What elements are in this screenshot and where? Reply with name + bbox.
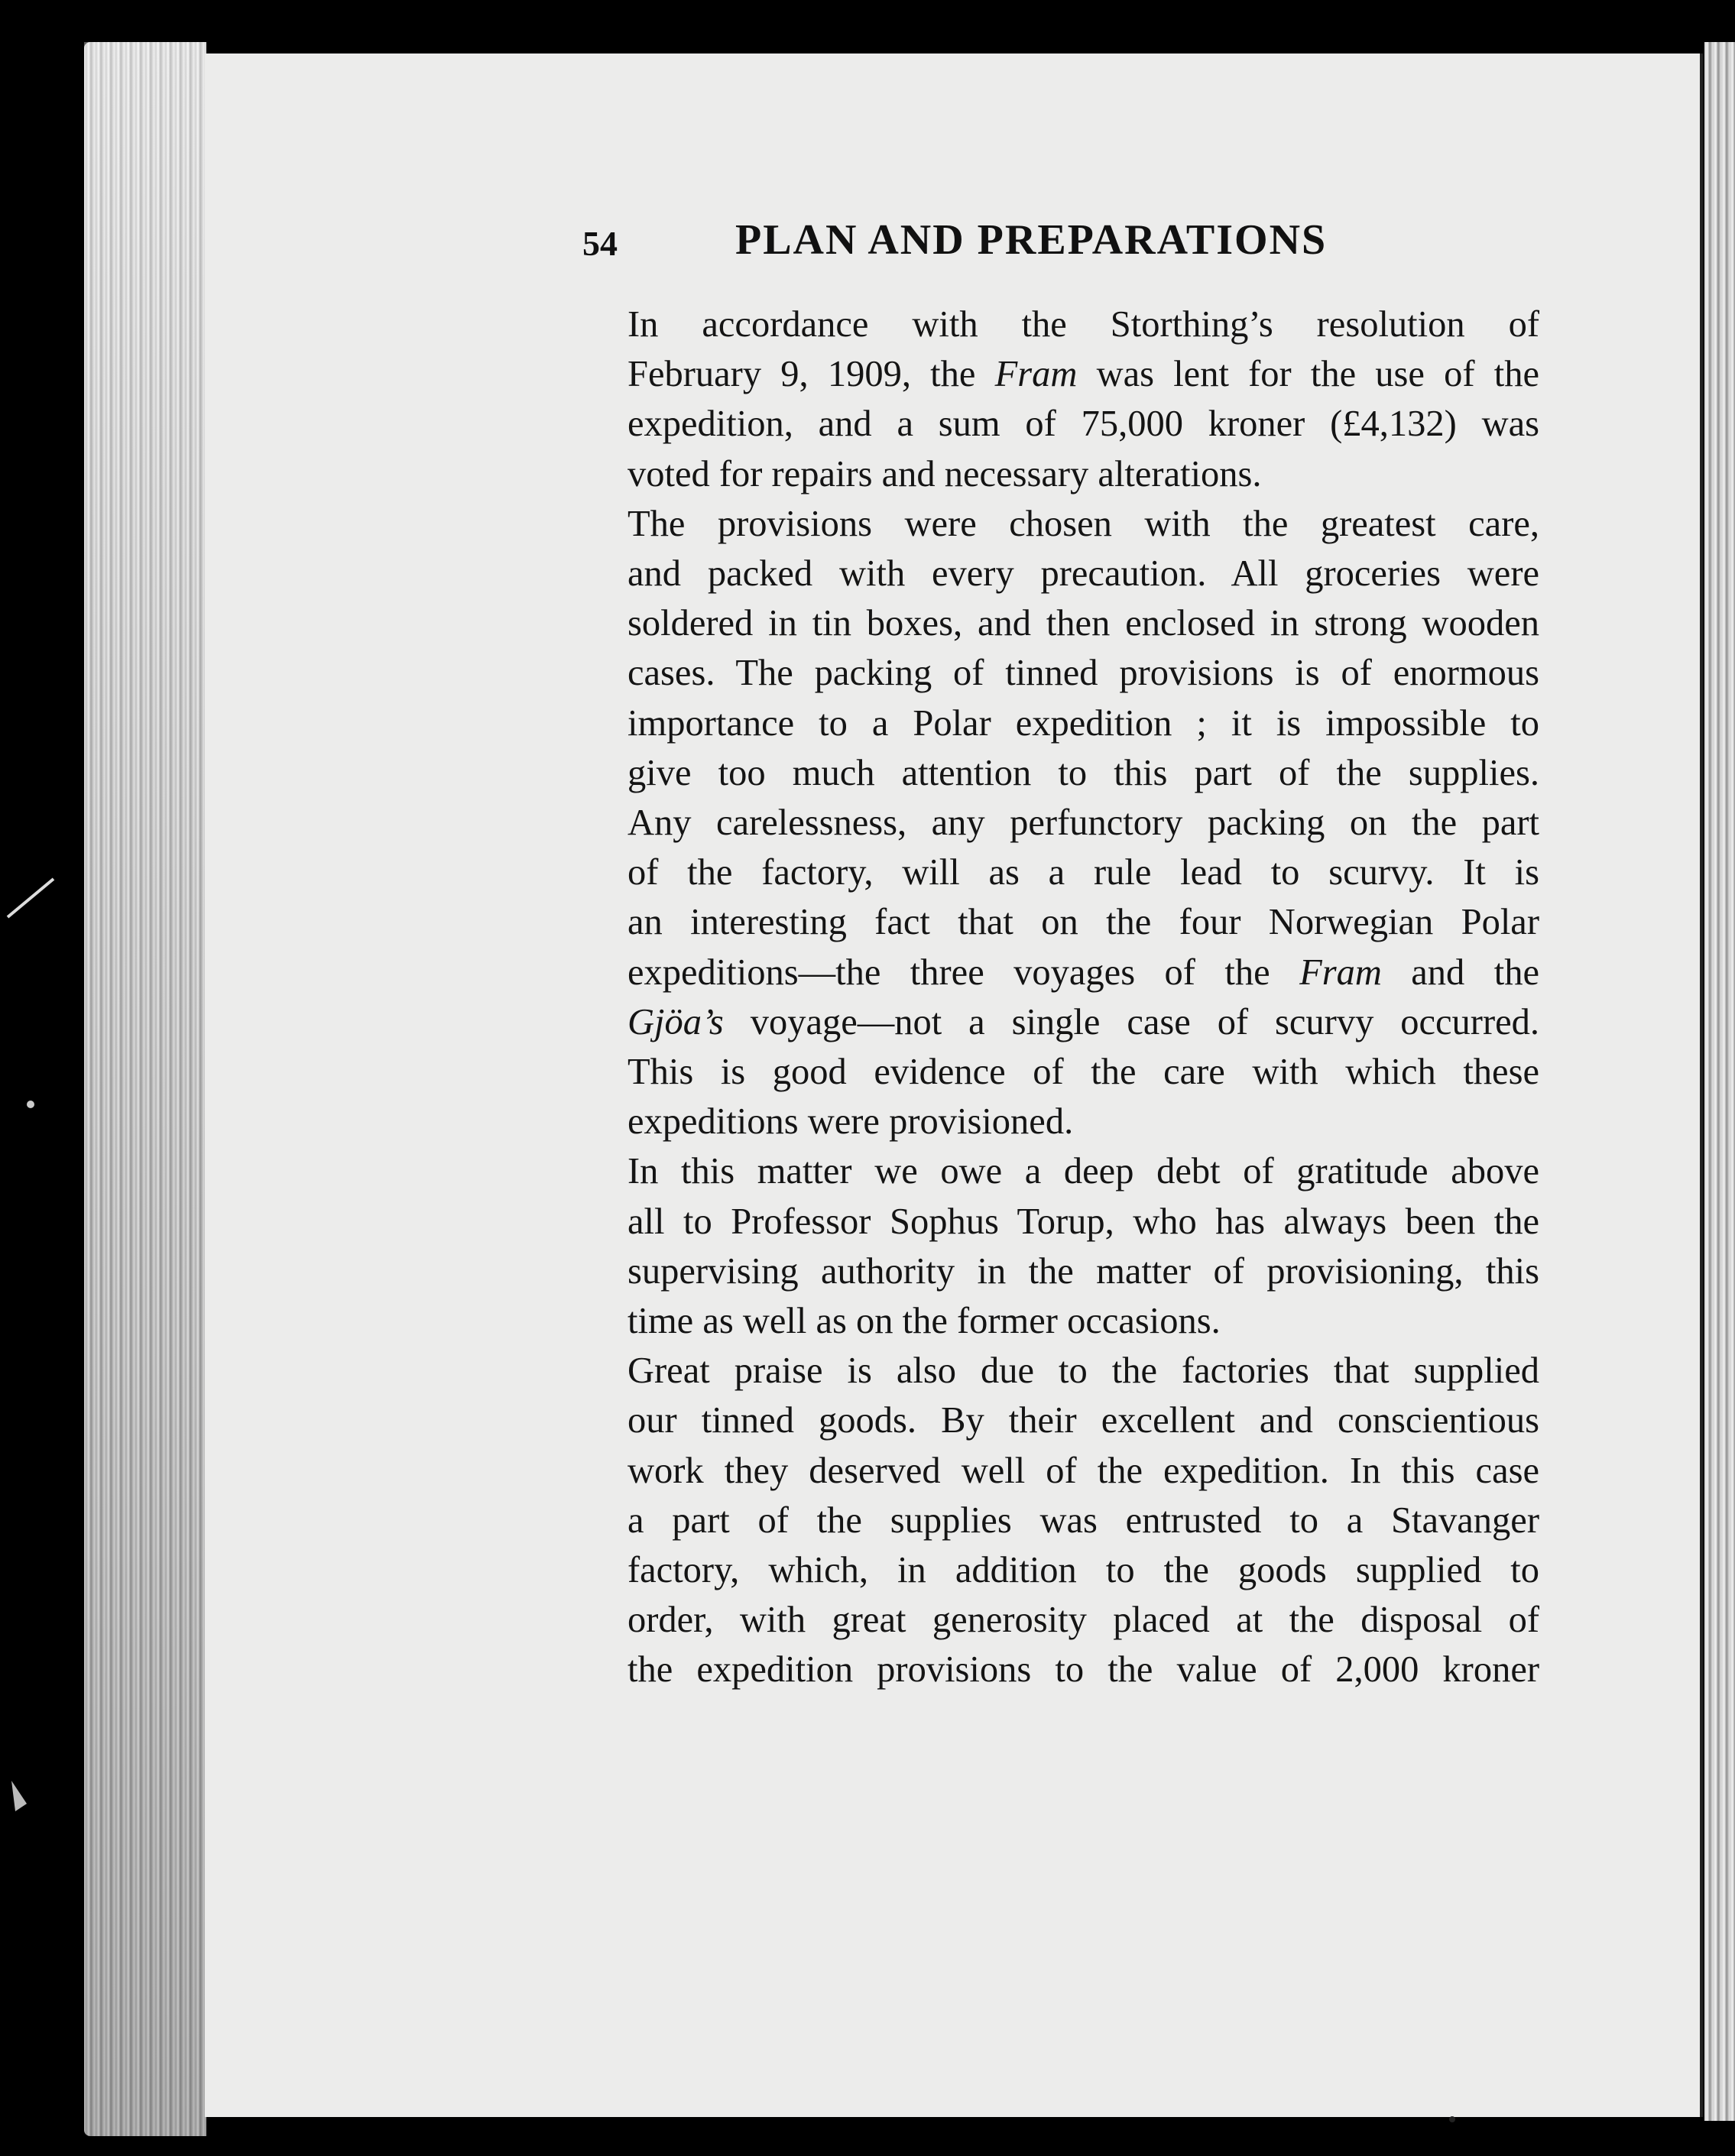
- text-line: expedition, and a sum of 75,000 kroner (£4,132) was: [628, 404, 1539, 445]
- text-line: time as well as on the former occasions.: [628, 1301, 1221, 1342]
- running-title: PLAN AND PREPARATIONS: [735, 216, 1328, 264]
- running-head: [582, 216, 1385, 277]
- text-line: voted for repairs and necessary alterations.: [628, 453, 1262, 494]
- text-line: soldered in tin boxes, and then enclosed in strong wooden: [628, 603, 1539, 644]
- paragraph: [585, 1346, 1539, 1694]
- text-line: the expedition provisions to the value of 2,000 kroner: [628, 1649, 1539, 1691]
- text-line: Great praise is also due to the factories that supplied: [628, 1350, 1539, 1392]
- text-line: our tinned goods. By their excellent and conscientious: [628, 1400, 1539, 1441]
- text-line: cases. The packing of tinned provisions is of enormous: [628, 653, 1539, 694]
- text-line: importance to a Polar expedition ; it is impossible to: [628, 702, 1539, 744]
- text-line: expeditions were provisioned.: [628, 1101, 1074, 1143]
- text-line: The provisions were chosen with the greatest care,: [628, 503, 1539, 544]
- text-line: factory, which, in addition to the goods supplied to: [628, 1550, 1539, 1591]
- text-line: Any carelessness, any perfunctory packing on the part: [628, 802, 1539, 844]
- book-fore-edge: [84, 42, 206, 2136]
- paragraph: [585, 499, 1539, 1147]
- text-line: Gjöa’s voyage—not a single case of scurvy occurred.: [628, 1001, 1539, 1042]
- text-line: work they deserved well of the expedition. In this case: [628, 1450, 1539, 1491]
- body-text: [585, 300, 1539, 1695]
- paragraph: [585, 300, 1539, 499]
- page-number: 54: [582, 224, 618, 263]
- text-line: give too much attention to this part of the supplies.: [628, 752, 1539, 793]
- text-line: of the factory, will as a rule lead to scurvy. It is: [628, 852, 1539, 893]
- right-page-edge: [1704, 42, 1735, 2121]
- text-line: This is good evidence of the care with which these: [628, 1052, 1539, 1093]
- text-line: February 9, 1909, the Fram was lent for the use of the: [628, 354, 1539, 395]
- text-line: expeditions—the three voyages of the Fram and the: [628, 952, 1539, 993]
- text-line: supervising authority in the matter of provisioning, this: [628, 1250, 1539, 1292]
- paragraph: [585, 1146, 1539, 1346]
- text-line: and packed with every precaution. All groceries were: [628, 553, 1539, 595]
- text-line: an interesting fact that on the four Norwegian Polar: [628, 902, 1539, 943]
- text-line: order, with great generosity placed at the disposal of: [628, 1600, 1539, 1641]
- text-line: all to Professor Sophus Torup, who has always been the: [628, 1201, 1539, 1242]
- text-line: In this matter we owe a deep debt of gratitude above: [628, 1151, 1539, 1192]
- text-line: a part of the supplies was entrusted to a Stavanger: [628, 1499, 1539, 1541]
- text-line: In accordance with the Storthing’s resolution of: [628, 304, 1539, 345]
